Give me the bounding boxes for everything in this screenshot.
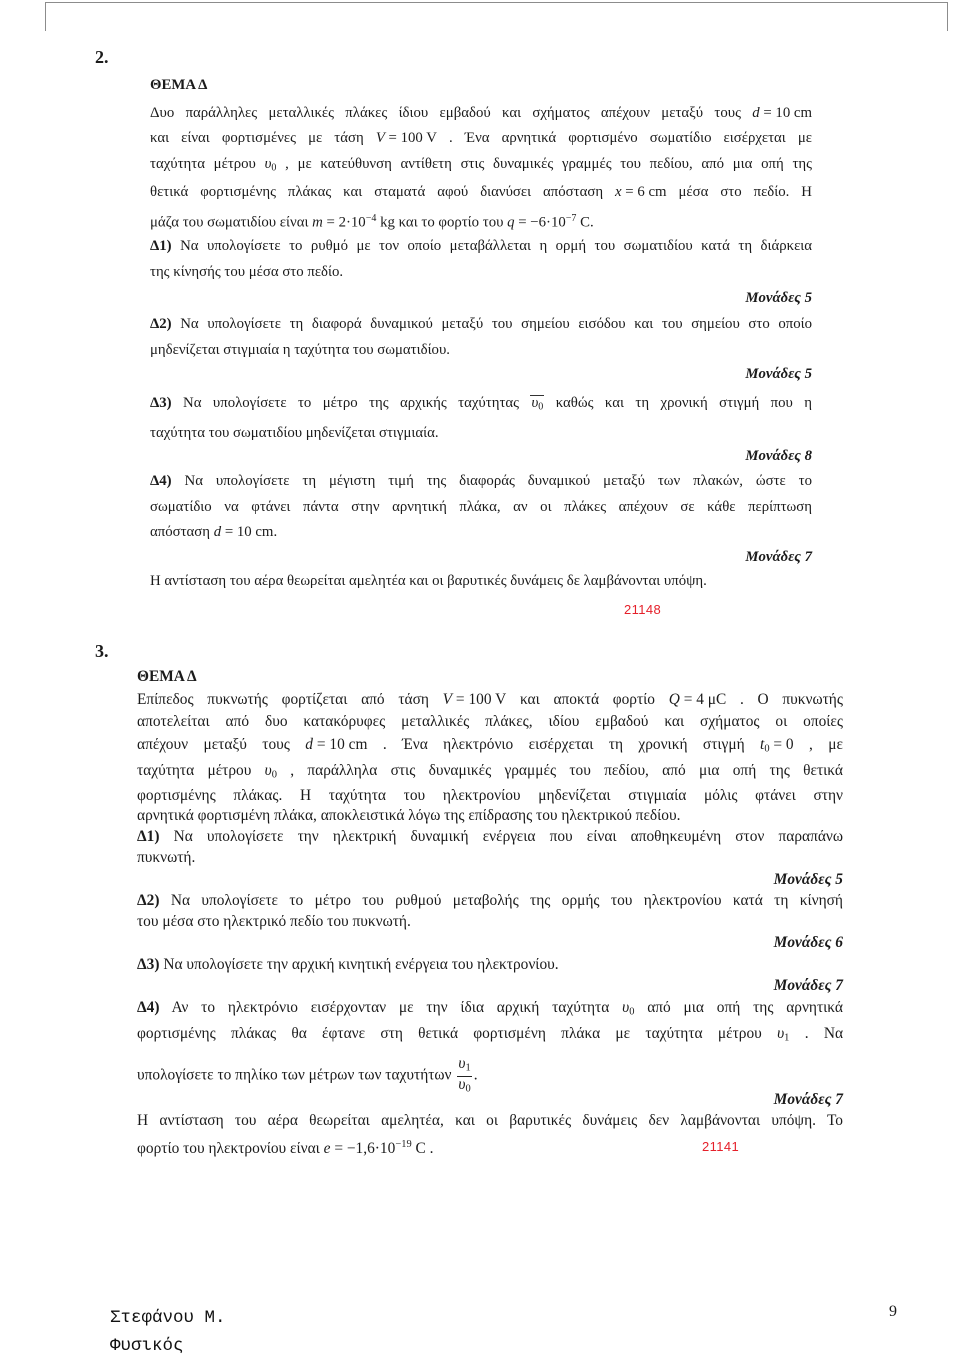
text: . bbox=[473, 1066, 478, 1084]
marks-label: Μονάδες 5 bbox=[745, 290, 812, 306]
math-expression bbox=[443, 690, 507, 710]
text: μάζα του σωματιδίου είναι bbox=[150, 214, 309, 231]
text-line: μηδενίζεται στιγμιαία η ταχύτητα του σωματιδίου. bbox=[150, 342, 450, 358]
text: Να υπολογίσετε την ηλεκτρική δυναμική ενέργεια που είναι αποθηκευμένη στον παραπάνω bbox=[173, 828, 843, 845]
page-frame bbox=[45, 2, 948, 31]
problem-number: 3. bbox=[95, 641, 109, 661]
footer-role: Φυσικός bbox=[110, 1336, 184, 1356]
math-variable: x bbox=[615, 184, 622, 200]
subquestion-label: Δ2) bbox=[137, 892, 160, 909]
superscript: −4 bbox=[365, 213, 377, 224]
subquestion-line bbox=[150, 236, 812, 256]
text-line: του μέσα στο ηλεκτρικό πεδίο του πυκνωτή. bbox=[137, 913, 411, 930]
math-expression bbox=[376, 128, 437, 148]
subquestion-line bbox=[137, 891, 843, 911]
math-variable: t bbox=[760, 736, 765, 753]
footer-author: Στεφάνου Μ. bbox=[110, 1308, 226, 1328]
problem-code: 21148 bbox=[624, 602, 662, 617]
math-variable: Q bbox=[668, 691, 680, 708]
text: . Ένα αρνητικά φορτισμένο σωματίδιο εισέρχεται με bbox=[449, 130, 813, 146]
math-variable: d bbox=[752, 105, 760, 121]
text: , με bbox=[809, 736, 843, 753]
text: , με κατεύθυνση αντίθετη στις δυναμικές γραμμές του πεδίου, από μια οπή της bbox=[285, 156, 812, 172]
math-unit: C. bbox=[576, 214, 594, 231]
text-line bbox=[150, 154, 812, 174]
math-variable: υ bbox=[264, 156, 272, 172]
math-variable: υ bbox=[777, 1025, 785, 1042]
math-value: = 2·10 bbox=[322, 214, 366, 231]
subquestion-label: Δ1) bbox=[150, 238, 172, 254]
text-line: αρνητικά φορτισμένη πλάκα, αποκλειστικά λόγω της επίδρασης του ηλεκτρικού πεδίου. bbox=[137, 807, 681, 824]
text: Να υπολογίσετε το μέτρο της αρχικής ταχύτητας bbox=[183, 395, 520, 411]
subquestion-line bbox=[137, 955, 843, 975]
subquestion-label: Δ1) bbox=[137, 828, 160, 845]
superscript: −7 bbox=[565, 213, 577, 224]
math-variable: υ bbox=[622, 999, 630, 1016]
math-expression bbox=[265, 154, 277, 179]
fraction-numerator bbox=[457, 1057, 471, 1077]
math-variable: υ bbox=[264, 762, 272, 779]
text-line bbox=[137, 1055, 843, 1095]
subscript: 0 bbox=[271, 769, 277, 781]
subscript: 0 bbox=[764, 743, 770, 755]
subscript: 0 bbox=[465, 1083, 471, 1095]
subquestion-line bbox=[150, 393, 812, 413]
text-line bbox=[150, 522, 812, 542]
text: . bbox=[273, 524, 278, 540]
math-expression bbox=[305, 735, 367, 755]
text: και είναι φορτισμένες με τάση bbox=[150, 130, 364, 146]
math-value: = 10 cm bbox=[759, 105, 812, 121]
subquestion-line bbox=[137, 827, 843, 847]
math-variable: e bbox=[323, 1139, 331, 1157]
math-expression bbox=[507, 209, 594, 233]
text: Να υπολογίσετε το μέτρο του ρυθμού μεταβολής της ορμής του ηλεκτρονίου κατά τη κίνησή bbox=[170, 892, 843, 909]
text-line: ταχύτητα του σωματιδίου μηδενίζεται στιγμιαία. bbox=[150, 425, 439, 441]
marks-label: Μονάδες 6 bbox=[773, 934, 843, 951]
text-line bbox=[137, 1024, 843, 1044]
text-line: πυκνωτή. bbox=[137, 849, 196, 866]
math-value: = −1,6·10 bbox=[330, 1139, 396, 1157]
text: απόσταση bbox=[150, 524, 211, 540]
math-value: = 0 bbox=[769, 736, 794, 753]
subquestion-label: Δ3) bbox=[137, 956, 160, 973]
math-variable: V bbox=[442, 691, 453, 708]
math-expression bbox=[622, 998, 634, 1023]
text-line: φορτισμένης πλάκας. Η ταχύτητα του ηλεκτρονίου μηδενίζεται στιγμιαία μόλις φτάνει στην bbox=[137, 787, 843, 804]
superscript: −19 bbox=[395, 1139, 412, 1150]
subquestion-line bbox=[150, 471, 812, 491]
text: Να υπολογίσετε το ρυθμό με τον οποίο μεταβάλλεται η ορμή του σωματιδίου κατά τη διάρκεια bbox=[180, 238, 813, 254]
text-line bbox=[150, 103, 812, 123]
vector-expression bbox=[530, 395, 544, 415]
subquestion-label: Δ4) bbox=[137, 999, 160, 1016]
math-expression bbox=[312, 209, 395, 233]
text: μέσα στο πεδίο. Η bbox=[678, 184, 812, 200]
text: Επίπεδος πυκνωτής φορτίζεται από τάση bbox=[137, 691, 429, 708]
note-line: Η αντίσταση του αέρα θεωρείται αμελητέα και οι βαρυτικές δυνάμεις δε λαμβάνονται υπόψη. bbox=[150, 573, 707, 589]
text-line bbox=[150, 128, 812, 148]
text: και το φορτίο του bbox=[398, 214, 504, 231]
marks-label: Μονάδες 7 bbox=[745, 549, 812, 565]
math-value: = 100 V bbox=[452, 691, 507, 708]
math-unit: kg bbox=[376, 214, 395, 231]
subscript: 0 bbox=[538, 401, 544, 413]
math-unit: C bbox=[411, 1139, 426, 1157]
text-line bbox=[150, 182, 812, 202]
text: θετικά φορτισμένης πλάκας και σταματά αφού διανύσει απόσταση bbox=[150, 184, 604, 200]
text: . Να bbox=[804, 1025, 844, 1042]
text: , παράλληλα στις δυναμικές γραμμές του πεδίου, από μια οπή της θετικά bbox=[290, 762, 843, 779]
text: φορτίο του ηλεκτρονίου είναι bbox=[137, 1139, 320, 1157]
text: φορτισμένης πλάκας θα έφτανε στη θετικά φορτισμένη πλάκα με ταχύτητα μέτρου bbox=[137, 1025, 762, 1042]
text: Δυο παράλληλες μεταλλικές πλάκες ίδιου εμβαδού και σχήματος απέχουν μεταξύ τους bbox=[150, 105, 741, 121]
text: υπολογίσετε το πηλίκο των μέτρων των ταχυτήτων bbox=[137, 1066, 452, 1084]
text: καθώς και τη χρονική στιγμή που η bbox=[555, 395, 813, 411]
math-expression bbox=[760, 735, 794, 760]
math-value: = −6·10 bbox=[514, 214, 566, 231]
math-value: = 10 cm bbox=[221, 524, 274, 540]
math-variable: V bbox=[375, 130, 385, 146]
math-variable: d bbox=[213, 524, 222, 540]
text-line: της κίνησής του μέσα στο πεδίο. bbox=[150, 264, 344, 280]
math-value: = 10 cm bbox=[313, 736, 368, 753]
text: από μια οπή της αρνητικά bbox=[647, 999, 843, 1016]
math-expression bbox=[265, 761, 277, 786]
marks-label: Μονάδες 5 bbox=[773, 871, 843, 888]
text: . Ο πυκνωτής bbox=[740, 691, 843, 708]
text-line bbox=[150, 209, 812, 229]
text: Αν το ηλεκτρόνιο εισέρχονταν με την ίδια αρχική ταχύτητα bbox=[171, 999, 610, 1016]
math-expression bbox=[214, 522, 274, 542]
marks-label: Μονάδες 7 bbox=[773, 977, 843, 994]
math-value: = 100 V bbox=[384, 130, 437, 146]
text: απέχουν μεταξύ τους bbox=[137, 736, 290, 753]
math-expression bbox=[324, 1135, 434, 1159]
math-variable: υ bbox=[458, 1055, 466, 1072]
text-line: σωματίδιο να φτάνει πάντα στην αρνητική πλάκα, αν οι πλάκες απέχουν σε κάθε περίπτωση bbox=[150, 499, 812, 515]
subquestion-line bbox=[150, 314, 812, 334]
page-number: 9 bbox=[889, 1303, 897, 1320]
subscript: 1 bbox=[465, 1062, 471, 1074]
text: . bbox=[425, 1139, 434, 1157]
math-variable: d bbox=[305, 736, 313, 753]
math-expression bbox=[669, 690, 727, 710]
subquestion-label: Δ2) bbox=[150, 316, 172, 332]
text: Να υπολογίσετε τη μέγιστη τιμή της διαφοράς δυναμικού μεταξύ των πλακών, ώστε το bbox=[184, 473, 812, 489]
text: Να υπολογίσετε την αρχική κινητική ενέργεια του ηλεκτρονίου. bbox=[163, 956, 559, 973]
math-expression bbox=[777, 1024, 789, 1049]
math-expression bbox=[615, 182, 667, 202]
subscript: 1 bbox=[784, 1032, 790, 1044]
math-value: = 6 cm bbox=[621, 184, 667, 200]
marks-label: Μονάδες 8 bbox=[745, 448, 812, 464]
subscript: 0 bbox=[629, 1006, 635, 1018]
text-line bbox=[137, 761, 843, 781]
note-line: Η αντίσταση του αέρα θεωρείται αμελητέα, και οι βαρυτικές δυνάμεις δεν λαμβάνονται υπόψη. Το bbox=[137, 1112, 843, 1129]
text: ταχύτητα μέτρου bbox=[137, 762, 252, 779]
text: και αποκτά φορτίο bbox=[519, 691, 655, 708]
subquestion-label: Δ3) bbox=[150, 395, 172, 411]
problem-number: 2. bbox=[95, 47, 109, 67]
subquestion-label: Δ4) bbox=[150, 473, 172, 489]
math-variable: m bbox=[312, 214, 323, 231]
subscript: 0 bbox=[271, 162, 277, 174]
text-line bbox=[137, 735, 843, 755]
problem-heading: ΘΕΜΑ Δ bbox=[137, 668, 197, 685]
math-variable: υ bbox=[531, 395, 539, 411]
math-value: = 4 μC bbox=[679, 691, 727, 708]
math-variable: q bbox=[507, 214, 515, 231]
marks-label: Μονάδες 5 bbox=[745, 366, 812, 382]
problem-code: 21141 bbox=[702, 1139, 740, 1154]
subquestion-line bbox=[137, 998, 843, 1018]
problem-heading: ΘΕΜΑ Δ bbox=[150, 77, 208, 93]
marks-label: Μονάδες 7 bbox=[773, 1091, 843, 1108]
text-line bbox=[137, 690, 843, 710]
text: . Ένα ηλεκτρόνιο εισέρχεται τη χρονική στιγμή bbox=[382, 736, 745, 753]
math-expression bbox=[752, 103, 812, 123]
text: ταχύτητα μέτρου bbox=[150, 156, 256, 172]
math-variable: υ bbox=[458, 1075, 466, 1093]
text: Να υπολογίσετε τη διαφορά δυναμικού μεταξύ του σημείου εισόδου και του σημείου στο οποίο bbox=[180, 316, 812, 332]
text-line: αποτελείται από δυο κατακόρυφες μεταλλικές πλάκες, ιδίου εμβαδού και σχήματος οι οποίες bbox=[137, 713, 843, 730]
